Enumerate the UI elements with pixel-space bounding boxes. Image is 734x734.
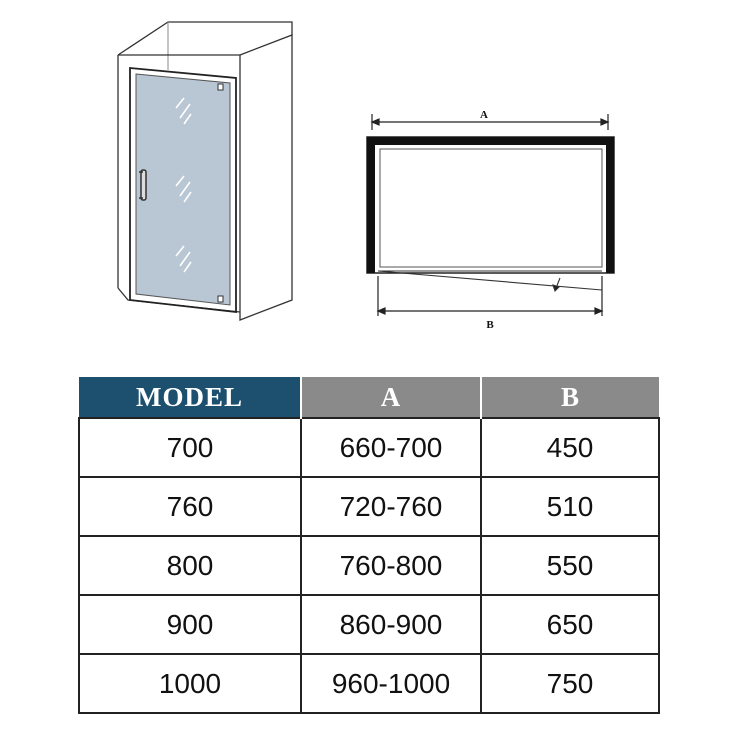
back-wall-outline (118, 22, 292, 55)
door-glass (136, 74, 230, 305)
plan-wall-right (606, 137, 614, 273)
b-cell: 510 (481, 477, 659, 536)
a-cell: 760-800 (301, 536, 481, 595)
table-row (79, 595, 659, 654)
table-row (79, 477, 659, 536)
model-cell: 760 (79, 477, 301, 536)
table-row (79, 654, 659, 713)
header-b: B (481, 377, 659, 418)
door-swing (378, 271, 602, 291)
plan-wall-top (367, 137, 614, 145)
b-cell: 650 (481, 595, 659, 654)
model-cell: 900 (79, 595, 301, 654)
a-cell: 720-760 (301, 477, 481, 536)
size-spec-table (78, 377, 660, 714)
plan-inner-tray (380, 149, 602, 267)
dimension-a-label: A (480, 109, 488, 121)
side-wall-panel (240, 35, 292, 320)
plan-view (367, 109, 614, 331)
dimension-a-line (372, 114, 608, 130)
model-cell: 800 (79, 536, 301, 595)
model-cell: 700 (79, 418, 301, 477)
a-cell: 960-1000 (301, 654, 481, 713)
plan-wall-left (367, 137, 375, 273)
b-cell: 550 (481, 536, 659, 595)
b-cell: 750 (481, 654, 659, 713)
table-row (79, 536, 659, 595)
model-cell: 1000 (79, 654, 301, 713)
b-cell: 450 (481, 418, 659, 477)
dimension-b-line (378, 276, 602, 316)
a-cell: 660-700 (301, 418, 481, 477)
header-model: MODEL (79, 377, 301, 418)
table-header-row (79, 377, 659, 418)
table-row (79, 418, 659, 477)
header-a: A (301, 377, 481, 418)
plan-frame-outer (367, 137, 614, 273)
dimension-b-label: B (486, 319, 494, 331)
a-cell: 860-900 (301, 595, 481, 654)
